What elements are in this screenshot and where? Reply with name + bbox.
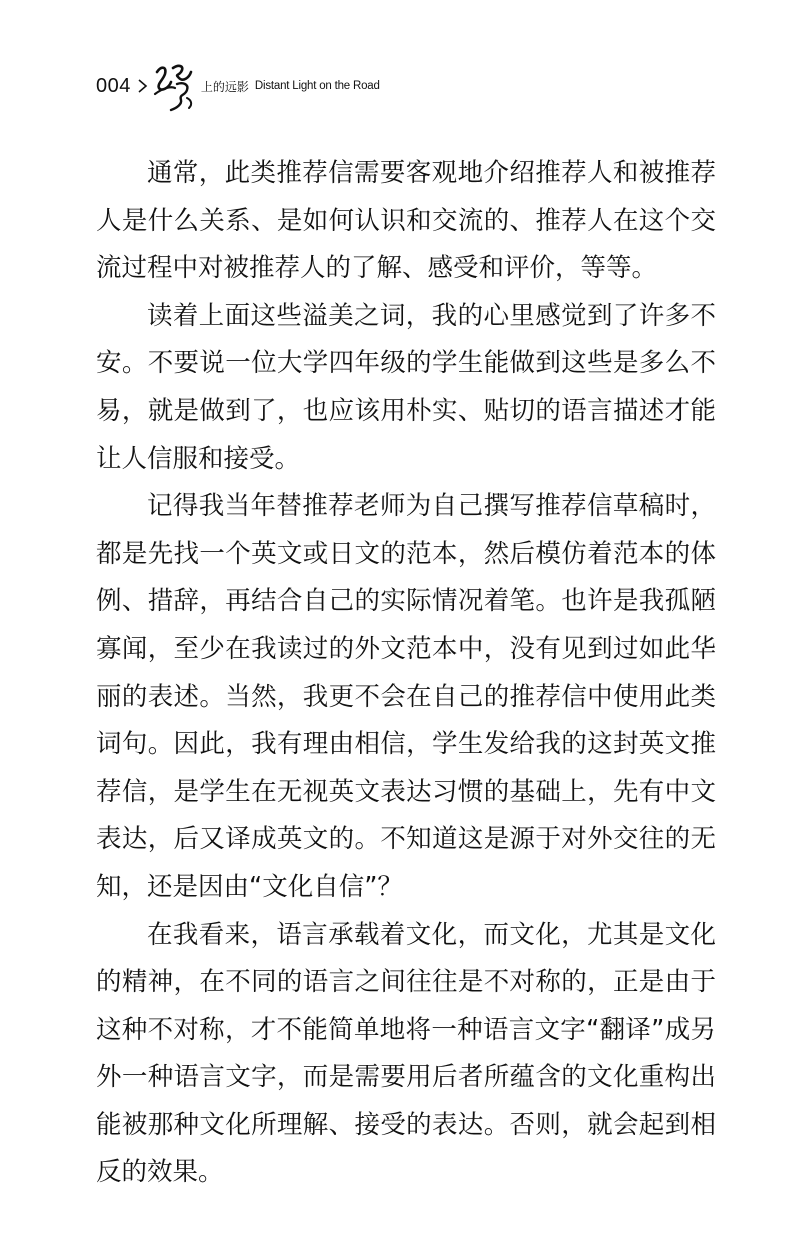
chevron-right-icon bbox=[137, 77, 149, 95]
header-subtitle: 上的远影 bbox=[200, 79, 249, 94]
body-text bbox=[96, 150, 716, 1197]
paragraph: 记得我当年替推荐老师为自己撰写推荐信草稿时，都是先找一个英文或日文的范本，然后模仿着范本的体例、措辞，再结合自己的实际情况着笔。也许是我孤陋寡闻，至少在我读过的外文范本中，没有见到过如此华丽的表述。当然，我更不会在自己的推荐信中使用此类词句。因此，我有理由相信，学生发给我的这封英文推荐信，是学生在无视英文表达习惯的基础上，先有中文表达，后又译成英文的。不知道这是源于对外交往的无知，还是因由“文化自信”？ bbox=[96, 491, 716, 902]
paragraph: 读着上面这些溢美之词，我的心里感觉到了许多不安。不要说一位大学四年级的学生能做到这些是多么不易，就是做到了，也应该用朴实、贴切的语言描述才能让人信服和接受。 bbox=[96, 300, 716, 474]
running-header bbox=[96, 58, 380, 114]
paragraph: 在我看来，语言承载着文化，而文化，尤其是文化的精神，在不同的语言之间往往是不对称的，正是由于这种不对称，才不能简单地将一种语言文字“翻译”成另外一种语言文字，而是需要用后者所蕴含的文化重构出能被那种文化所理解、接受的表达。否则，就会起到相反的效果。 bbox=[96, 919, 716, 1188]
paragraph: 通常，此类推荐信需要客观地介绍推荐人和被推荐人是什么关系、是如何认识和交流的、推荐人在这个交流过程中对被推荐人的了解、感受和评价，等等。 bbox=[96, 158, 716, 284]
calligraphy-logo bbox=[151, 58, 199, 114]
header-english-title: Distant Light on the Road bbox=[254, 80, 380, 92]
page-number: 004 bbox=[96, 74, 131, 97]
